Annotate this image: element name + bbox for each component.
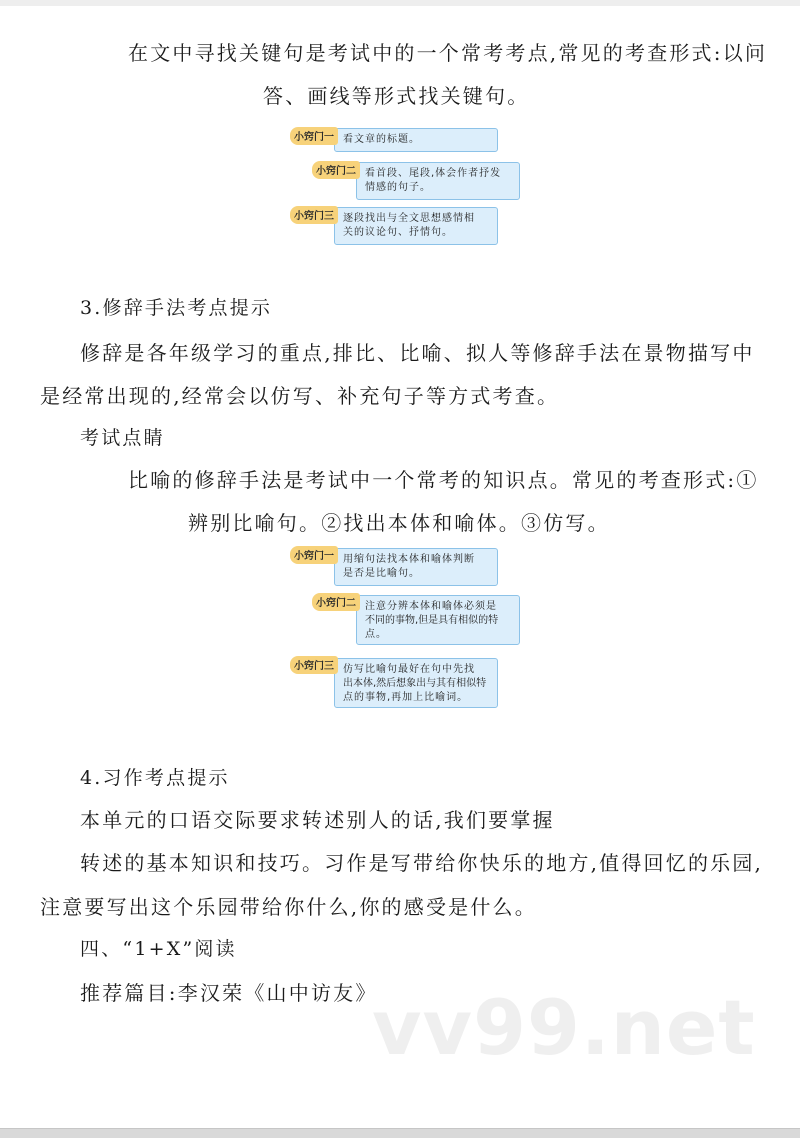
tip-text-line: 用缩句法找本体和喻体判断	[343, 554, 475, 565]
tip-text-line: 注意分辨本体和喻体必须是	[365, 601, 497, 612]
tip-text-line: 点。	[365, 629, 387, 640]
tip-tag: 小窍门二	[312, 161, 360, 179]
section3-focus-line-1: 比喻的修辞手法是考试中一个常考的知识点。常见的考查形式:①	[128, 468, 759, 492]
tip-tag: 小窍门三	[290, 656, 338, 674]
tip-box	[334, 207, 498, 245]
tip-text-line: 出本体,然后想象出与其有相似特	[343, 678, 487, 689]
section-four-heading: 四、“1+X”阅读	[80, 938, 237, 960]
tip-text-line: 逐段找出与全文思想感情相	[343, 213, 475, 224]
tip-tag: 小窍门一	[290, 127, 338, 145]
recommended-reading: 推荐篇目:李汉荣《山中访友》	[80, 981, 378, 1005]
tip-text-line: 是否是比喻句。	[343, 568, 420, 579]
section4-line-2: 转述的基本知识和技巧。习作是写带给你快乐的地方,值得回忆的乐园,	[80, 851, 764, 875]
tip-text-line: 看首段、尾段,体会作者抒发	[365, 168, 502, 179]
section3-focus-line-2: 辨别比喻句。②找出本体和喻体。③仿写。	[188, 511, 610, 535]
intro-line-2: 答、画线等形式找关键句。	[263, 84, 530, 108]
intro-line-1: 在文中寻找关键句是考试中的一个常考考点,常见的考查形式:以问	[128, 41, 768, 65]
tip-box	[356, 162, 520, 200]
tip-text-line: 看文章的标题。	[343, 134, 420, 145]
tip-box	[356, 595, 520, 645]
tip-text-line: 不同的事物,但是具有相似的特	[365, 615, 499, 626]
tip-tag: 小窍门二	[312, 593, 360, 611]
tip-box	[334, 658, 498, 708]
tip-text-line: 仿写比喻句最好在句中先找	[343, 664, 475, 675]
section4-line-3: 注意要写出这个乐园带给你什么,你的感受是什么。	[40, 895, 537, 919]
section3-body-line-2: 是经常出现的,经常会以仿写、补充句子等方式考查。	[40, 384, 560, 408]
tip-box	[334, 548, 498, 586]
page-top-edge	[0, 0, 800, 6]
tip-tag: 小窍门三	[290, 206, 338, 224]
section4-heading: 4.习作考点提示	[80, 767, 230, 789]
section3-heading: 3.修辞手法考点提示	[80, 297, 273, 319]
tip-box	[334, 128, 498, 152]
watermark: vv99.net	[372, 983, 756, 1072]
tip-text-line: 关的议论句、抒情句。	[343, 227, 453, 238]
tip-text-line: 情感的句子。	[365, 182, 431, 193]
section3-subheading: 考试点睛	[80, 427, 165, 449]
tip-text-line: 点的事物,再加上比喻词。	[343, 692, 469, 703]
section4-line-1: 本单元的口语交际要求转述别人的话,我们要掌握	[80, 808, 555, 832]
tip-tag: 小窍门一	[290, 546, 338, 564]
section3-body-line-1: 修辞是各年级学习的重点,排比、比喻、拟人等修辞手法在景物描写中	[80, 341, 755, 365]
